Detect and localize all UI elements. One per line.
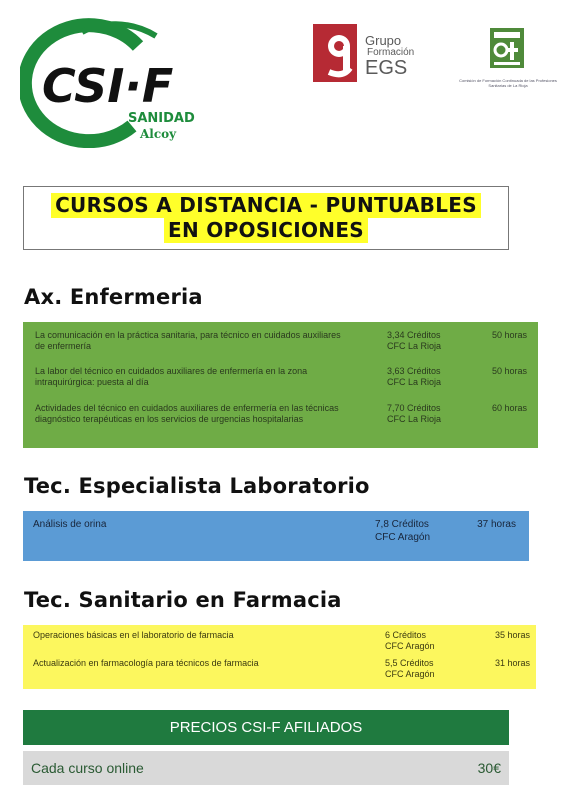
course-entity: CFC La Rioja [387,341,442,351]
section-title-tec-laboratorio: Tec. Especialista Laboratorio [24,474,370,498]
course-name: La labor del técnico en cuidados auxiliares de enfermería en la zona intraquirúrgica: puesta al día [35,366,308,387]
course-hours: 35 horas [494,630,530,640]
course-entity: CFC Aragón [385,641,435,651]
course-hours: 50 horas [491,366,527,376]
course-credits-value: 3,63 Créditos [387,366,441,376]
csif-logo-sanidad: SANIDAD [128,111,195,126]
course-entity: CFC Aragón [385,669,435,679]
course-hours: 50 horas [491,330,527,340]
course-hours: 31 horas [494,658,530,668]
price-row [23,751,509,785]
course-name: La comunicación en la práctica sanitaria, para técnico en cuidados auxiliares de enfermería [35,330,341,351]
course-name: Actualización en farmacología para técnicos de farmacia [33,658,259,668]
course-credits [387,366,457,388]
banner-line-2: EN OPOSICIONES [164,218,368,243]
course-box-tec-farmacia [23,625,536,689]
csif-sanidad-logo [20,18,195,148]
course-name: Actividades del técnico en cuidados auxiliares de enfermería en las técnicas diagnóstico terapéuticas en los servicios de urgencias hospitalarias [35,403,339,424]
course-credits [387,330,457,352]
banner-line-1: CURSOS A DISTANCIA - PUNTUABLES [51,193,481,218]
price-value: 30€ [477,760,501,776]
course-credits [375,518,445,544]
course-box-ax-enfermeria [23,322,538,448]
course-name: Operaciones básicas en el laboratorio de farmacia [33,630,234,640]
egs-logo-formacion: Formación [367,47,415,58]
csif-logo-alcoy: Alcoy [140,127,177,141]
cfc-logo-caption: Comisión de Formación Continuada de las Profesiones Sanitarias de La Rioja [459,78,557,88]
course-entity: CFC La Rioja [387,377,442,387]
csif-logo-text: CSI·F [42,59,174,113]
egs-mark-icon [313,24,357,82]
egs-logo-grupo: Grupo [365,33,402,48]
course-hours: 60 horas [491,403,527,413]
cfc-la-rioja-logo [458,26,558,96]
course-credits-value: 3,34 Créditos [387,330,441,340]
course-credits [387,403,457,425]
price-label: Cada curso online [31,760,144,776]
title-banner [23,186,509,250]
prices-header: PRECIOS CSI-F AFILIADOS [23,710,509,745]
course-credits-value: 7,70 Créditos [387,403,441,413]
course-credits-value: 5,5 Créditos [385,658,434,668]
course-entity: CFC La Rioja [387,414,442,424]
course-credits-value: 7,8 Créditos [375,519,429,530]
course-credits [385,630,455,652]
course-hours: 37 horas [477,519,516,530]
grupo-egs-logo [313,24,423,84]
course-entity: CFC Aragón [375,532,431,543]
course-box-tec-laboratorio [23,511,529,561]
course-credits-value: 6 Créditos [385,630,427,640]
egs-logo-egs: EGS [365,57,408,79]
course-credits [385,658,455,680]
course-name: Análisis de orina [33,519,107,530]
section-title-ax-enfermeria: Ax. Enfermeria [24,285,203,309]
section-title-tec-farmacia: Tec. Sanitario en Farmacia [24,588,342,612]
cfc-emblem-icon [458,26,558,76]
